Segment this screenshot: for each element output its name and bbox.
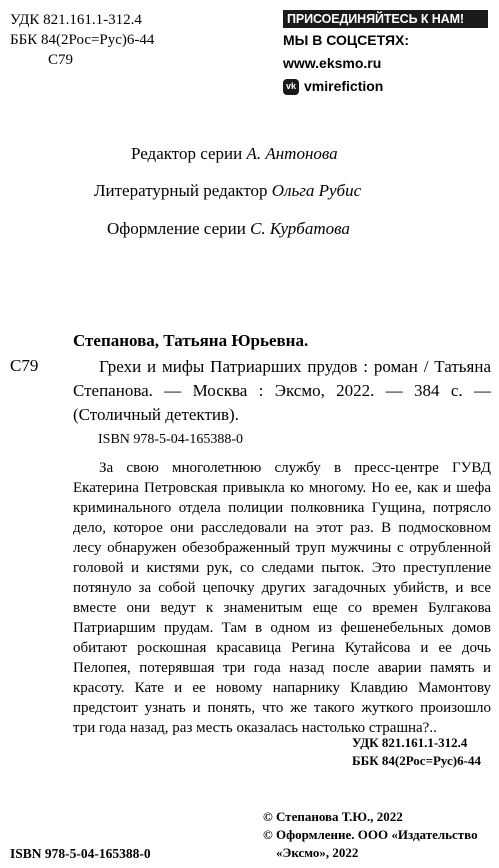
bib-description: Грехи и мифы Патриарших прудов : роман / Татьяна Степанова. — Москва : Эксмо, 2022. — 384 с. — (Столичный детектив).: [73, 357, 491, 424]
annotation-text: За свою многолетнюю службу в пресс-центре ГУВД Екатерина Петровская привыкла ко многому. Но ее, как и шефа криминального отдела полиции полковника Гущина, потрясло дело, которое они расследовали на этот раз. В подмосковном лесу обнаружен обезображенный труп мужчины с отрубленной головой и кистями рук, со следами пыток. Это преступление потянуло за собой цепочку других загадочных убийств, и все вместе они ведут к знаменитым еще со времен Булгакова Патриаршим прудам. Там в одном из фешенебельных домов обитают роскошная красавица Регина Кутайсова и ее дочь Пелопея, потерявшая три года назад после аварии память и красоту. Кате и ее новому напарнику Клавдию Мамонтову предстоит узнать и понять, что же такого жуткого произошло три года назад, раз месть оказалась настолько страшна?..: [73, 460, 491, 736]
bib-author: Степанова, Татьяна Юрьевна.: [73, 331, 309, 350]
promo-vk-row: [283, 76, 488, 97]
isbn-footer: ISBN 978-5-04-165388-0: [10, 846, 151, 861]
copyright-author: © Степанова Т.Ю., 2022: [263, 809, 403, 824]
classification-codes: [10, 10, 154, 70]
editor-name: А. Антонова: [246, 144, 338, 163]
promo-website: www.eksmo.ru: [283, 55, 382, 71]
classification-codes-bottom: [352, 734, 481, 770]
editor-literary: [94, 180, 361, 202]
editor-role: Литературный редактор: [94, 181, 268, 200]
annotation-block: [73, 458, 491, 738]
bib-isbn: ISBN 978-5-04-165388-0: [98, 432, 244, 447]
promo-banner: ПРИСОЕДИНЯЙТЕСЬ К НАМ!: [283, 10, 488, 28]
copyright-block: [263, 808, 493, 862]
promo-social-heading: МЫ В СОЦСЕТЯХ:: [283, 32, 410, 48]
editor-name: С. Курбатова: [250, 219, 350, 238]
editor-design: [107, 218, 350, 240]
editor-series: [131, 143, 338, 165]
udk-code-bottom: УДК 821.161.1-312.4: [352, 735, 468, 750]
copyright-publisher: «Эксмо», 2022: [276, 845, 359, 860]
udk-code: УДК 821.161.1-312.4: [10, 12, 142, 28]
bib-description-block: [73, 355, 491, 427]
editor-role: Редактор серии: [131, 144, 243, 163]
editor-name: Ольга Рубис: [271, 181, 362, 200]
promo-social-handle: vmirefiction: [304, 78, 384, 94]
vk-icon: vk: [283, 79, 299, 95]
bib-mark: С79: [10, 356, 39, 375]
bbk-code-bottom: ББК 84(2Рос=Рус)6-44: [352, 753, 481, 768]
bbk-code: ББК 84(2Рос=Рус)6-44: [10, 32, 155, 48]
author-mark: С79: [48, 52, 74, 68]
copyright-design: © Оформление. ООО «Издательство: [263, 827, 478, 842]
editor-role: Оформление серии: [107, 219, 246, 238]
social-promo: [283, 10, 488, 97]
